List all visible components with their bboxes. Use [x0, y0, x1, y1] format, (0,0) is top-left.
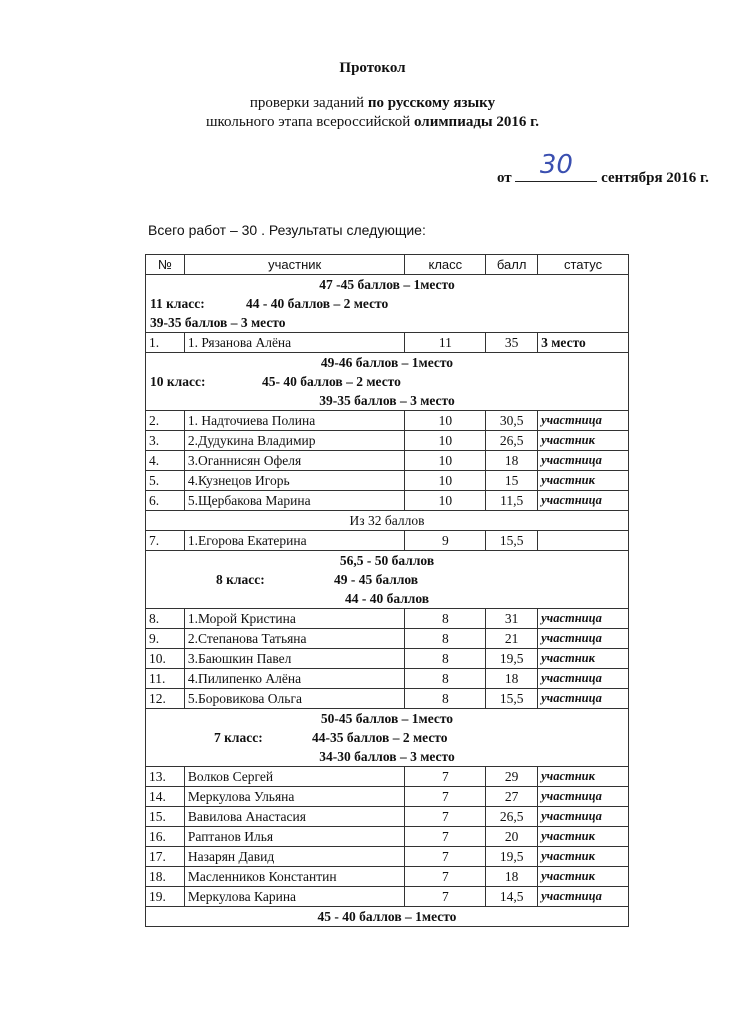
- section-10-label: 10 класс:: [150, 374, 206, 389]
- row-number: 11.: [146, 669, 185, 689]
- row-number: 8.: [146, 609, 185, 629]
- row-status: участник: [538, 847, 629, 867]
- row-participant: 1.Егорова Екатерина: [184, 531, 405, 551]
- section-11-line-2: [146, 294, 628, 313]
- section-6-line-1: 45 - 40 баллов – 1место: [317, 909, 457, 924]
- section-11-line-1: 47 -45 баллов – 1место: [319, 277, 455, 292]
- row-class: 8: [405, 689, 486, 709]
- row-number: 6.: [146, 491, 185, 511]
- section-10-line-2: [146, 372, 628, 391]
- section-header-grade-11: [146, 275, 629, 333]
- row-participant: 3.Баюшкин Павел: [184, 649, 405, 669]
- row-number: 16.: [146, 827, 185, 847]
- section-header-grade-7: [146, 709, 629, 767]
- section-11-label: 11 класс:: [150, 296, 205, 311]
- subtitle-line-2: [0, 113, 745, 132]
- row-score: 18: [486, 451, 538, 471]
- row-participant: 1.Морой Кристина: [184, 609, 405, 629]
- row-number: 5.: [146, 471, 185, 491]
- row-status: участница: [538, 689, 629, 709]
- row-class: 8: [405, 669, 486, 689]
- row-class: 8: [405, 649, 486, 669]
- table-row: [146, 333, 629, 353]
- row-participant: Масленников Константин: [184, 867, 405, 887]
- row-score: 11,5: [486, 491, 538, 511]
- table-row: [146, 451, 629, 471]
- row-status: участник: [538, 471, 629, 491]
- row-number: 1.: [146, 333, 185, 353]
- row-number: 4.: [146, 451, 185, 471]
- date-day-handwritten: 30: [539, 150, 573, 180]
- section-header-grade-8: [146, 551, 629, 609]
- row-class: 7: [405, 847, 486, 867]
- subtitle-line-1-text: проверки заданий: [249, 95, 368, 111]
- row-score: 15: [486, 471, 538, 491]
- row-number: 2.: [146, 411, 185, 431]
- row-status: участница: [538, 491, 629, 511]
- section-7-label: 7 класс:: [214, 730, 263, 745]
- row-class: 10: [405, 411, 486, 431]
- row-class: 10: [405, 451, 486, 471]
- row-status: участница: [538, 887, 629, 907]
- row-score: 19,5: [486, 847, 538, 867]
- row-class: 7: [405, 867, 486, 887]
- row-status: участница: [538, 807, 629, 827]
- table-row: [146, 609, 629, 629]
- section-header-grade-9: [146, 511, 629, 531]
- row-score: 35: [486, 333, 538, 353]
- row-class: 8: [405, 609, 486, 629]
- row-score: 26,5: [486, 807, 538, 827]
- document-title: Протокол: [339, 60, 406, 76]
- row-participant: Меркулова Карина: [184, 887, 405, 907]
- table-row: [146, 629, 629, 649]
- row-class: 10: [405, 471, 486, 491]
- column-header-participant: участник: [184, 255, 405, 275]
- column-header-class: класс: [405, 255, 486, 275]
- row-status: участница: [538, 669, 629, 689]
- row-class: 9: [405, 531, 486, 551]
- table-row: [146, 491, 629, 511]
- row-status: участница: [538, 451, 629, 471]
- table-row: [146, 411, 629, 431]
- column-header-status: статус: [538, 255, 629, 275]
- document-date: [497, 150, 709, 187]
- table-row: [146, 531, 629, 551]
- table-row: [146, 867, 629, 887]
- section-10-line-3: 39-35 баллов – 3 место: [319, 393, 455, 408]
- subtitle-line-1-subject: по русскому языку: [367, 95, 496, 111]
- table-header-row: [146, 255, 629, 275]
- section-header-grade-10: [146, 353, 629, 411]
- column-header-number: №: [146, 255, 185, 275]
- row-class: 7: [405, 767, 486, 787]
- row-participant: Вавилова Анастасия: [184, 807, 405, 827]
- row-participant: Раптанов Илья: [184, 827, 405, 847]
- row-participant: 5.Щербакова Марина: [184, 491, 405, 511]
- row-number: 9.: [146, 629, 185, 649]
- date-suffix: сентября 2016 г.: [601, 170, 709, 186]
- row-score: 31: [486, 609, 538, 629]
- section-8-line-1: 56,5 - 50 баллов: [339, 553, 435, 568]
- row-participant: Меркулова Ульяна: [184, 787, 405, 807]
- row-status: участница: [538, 609, 629, 629]
- row-number: 12.: [146, 689, 185, 709]
- row-score: 14,5: [486, 887, 538, 907]
- section-8-line-2: [146, 570, 628, 589]
- date-prefix: от: [497, 170, 512, 186]
- section-11-place-2: 44 - 40 баллов – 2 место: [246, 296, 389, 311]
- row-status: 3 место: [538, 333, 629, 353]
- table-row: [146, 471, 629, 491]
- row-participant: 1. Рязанова Алёна: [184, 333, 405, 353]
- row-number: 14.: [146, 787, 185, 807]
- row-class: 10: [405, 491, 486, 511]
- row-class: 7: [405, 887, 486, 907]
- subtitle-line-1: [0, 94, 745, 113]
- table-row: [146, 649, 629, 669]
- row-status: участница: [538, 629, 629, 649]
- row-number: 7.: [146, 531, 185, 551]
- subtitle-line-2-text: школьного этапа всероссийской: [205, 114, 414, 130]
- row-participant: 3.Оганнисян Офеля: [184, 451, 405, 471]
- row-participant: Волков Сергей: [184, 767, 405, 787]
- row-participant: Назарян Давид: [184, 847, 405, 867]
- table-row: [146, 669, 629, 689]
- row-score: 19,5: [486, 649, 538, 669]
- row-status: участник: [538, 867, 629, 887]
- row-status: участник: [538, 431, 629, 451]
- row-score: 30,5: [486, 411, 538, 431]
- section-10-line-1: 49-46 баллов – 1место: [320, 355, 454, 370]
- row-score: 15,5: [486, 531, 538, 551]
- row-number: 10.: [146, 649, 185, 669]
- row-class: 10: [405, 431, 486, 451]
- row-number: 3.: [146, 431, 185, 451]
- section-7-line-2: [146, 728, 628, 747]
- row-number: 13.: [146, 767, 185, 787]
- row-status: участник: [538, 827, 629, 847]
- section-7-line-3: 34-30 баллов – 3 место: [319, 749, 455, 764]
- row-participant: 2.Степанова Татьяна: [184, 629, 405, 649]
- row-class: 7: [405, 787, 486, 807]
- table-row: [146, 431, 629, 451]
- section-10-place-2: 45- 40 баллов – 2 место: [262, 374, 401, 389]
- row-class: 7: [405, 827, 486, 847]
- column-header-score: балл: [486, 255, 538, 275]
- document-subtitle: [0, 94, 745, 132]
- section-header-grade-6: [146, 907, 629, 927]
- row-status: участник: [538, 767, 629, 787]
- row-score: 18: [486, 867, 538, 887]
- row-score: 18: [486, 669, 538, 689]
- row-score: 15,5: [486, 689, 538, 709]
- section-9-line-1: Из 32 баллов: [146, 511, 629, 531]
- row-participant: 1. Надточиева Полина: [184, 411, 405, 431]
- table-row: [146, 807, 629, 827]
- row-score: 29: [486, 767, 538, 787]
- section-8-label: 8 класс:: [216, 572, 265, 587]
- subtitle-line-2-event: олимпиады 2016 г.: [413, 114, 540, 130]
- row-number: 17.: [146, 847, 185, 867]
- section-7-place-2: 44-35 баллов – 2 место: [312, 730, 448, 745]
- table-row: [146, 827, 629, 847]
- table-row: [146, 689, 629, 709]
- row-status: участница: [538, 787, 629, 807]
- row-number: 18.: [146, 867, 185, 887]
- row-number: 19.: [146, 887, 185, 907]
- table-row: [146, 847, 629, 867]
- results-summary: Всего работ – 30 . Результаты следующие:: [148, 222, 426, 238]
- row-class: 7: [405, 807, 486, 827]
- results-table: [145, 254, 629, 927]
- row-status: [538, 531, 629, 551]
- section-7-line-1: 50-45 баллов – 1место: [320, 711, 454, 726]
- row-number: 15.: [146, 807, 185, 827]
- date-day-field: [515, 150, 597, 182]
- table-row: [146, 767, 629, 787]
- row-status: участник: [538, 649, 629, 669]
- section-8-line-3: 44 - 40 баллов: [344, 591, 430, 606]
- row-participant: 4.Кузнецов Игорь: [184, 471, 405, 491]
- row-status: участница: [538, 411, 629, 431]
- section-11-line-3: 39-35 баллов – 3 место: [150, 315, 286, 330]
- row-score: 20: [486, 827, 538, 847]
- section-8-place-2: 49 - 45 баллов: [334, 572, 419, 587]
- row-score: 21: [486, 629, 538, 649]
- table-row: [146, 787, 629, 807]
- row-participant: 4.Пилипенко Алёна: [184, 669, 405, 689]
- row-class: 11: [405, 333, 486, 353]
- row-class: 8: [405, 629, 486, 649]
- row-participant: 5.Боровикова Ольга: [184, 689, 405, 709]
- row-score: 27: [486, 787, 538, 807]
- row-score: 26,5: [486, 431, 538, 451]
- row-participant: 2.Дудукина Владимир: [184, 431, 405, 451]
- table-row: [146, 887, 629, 907]
